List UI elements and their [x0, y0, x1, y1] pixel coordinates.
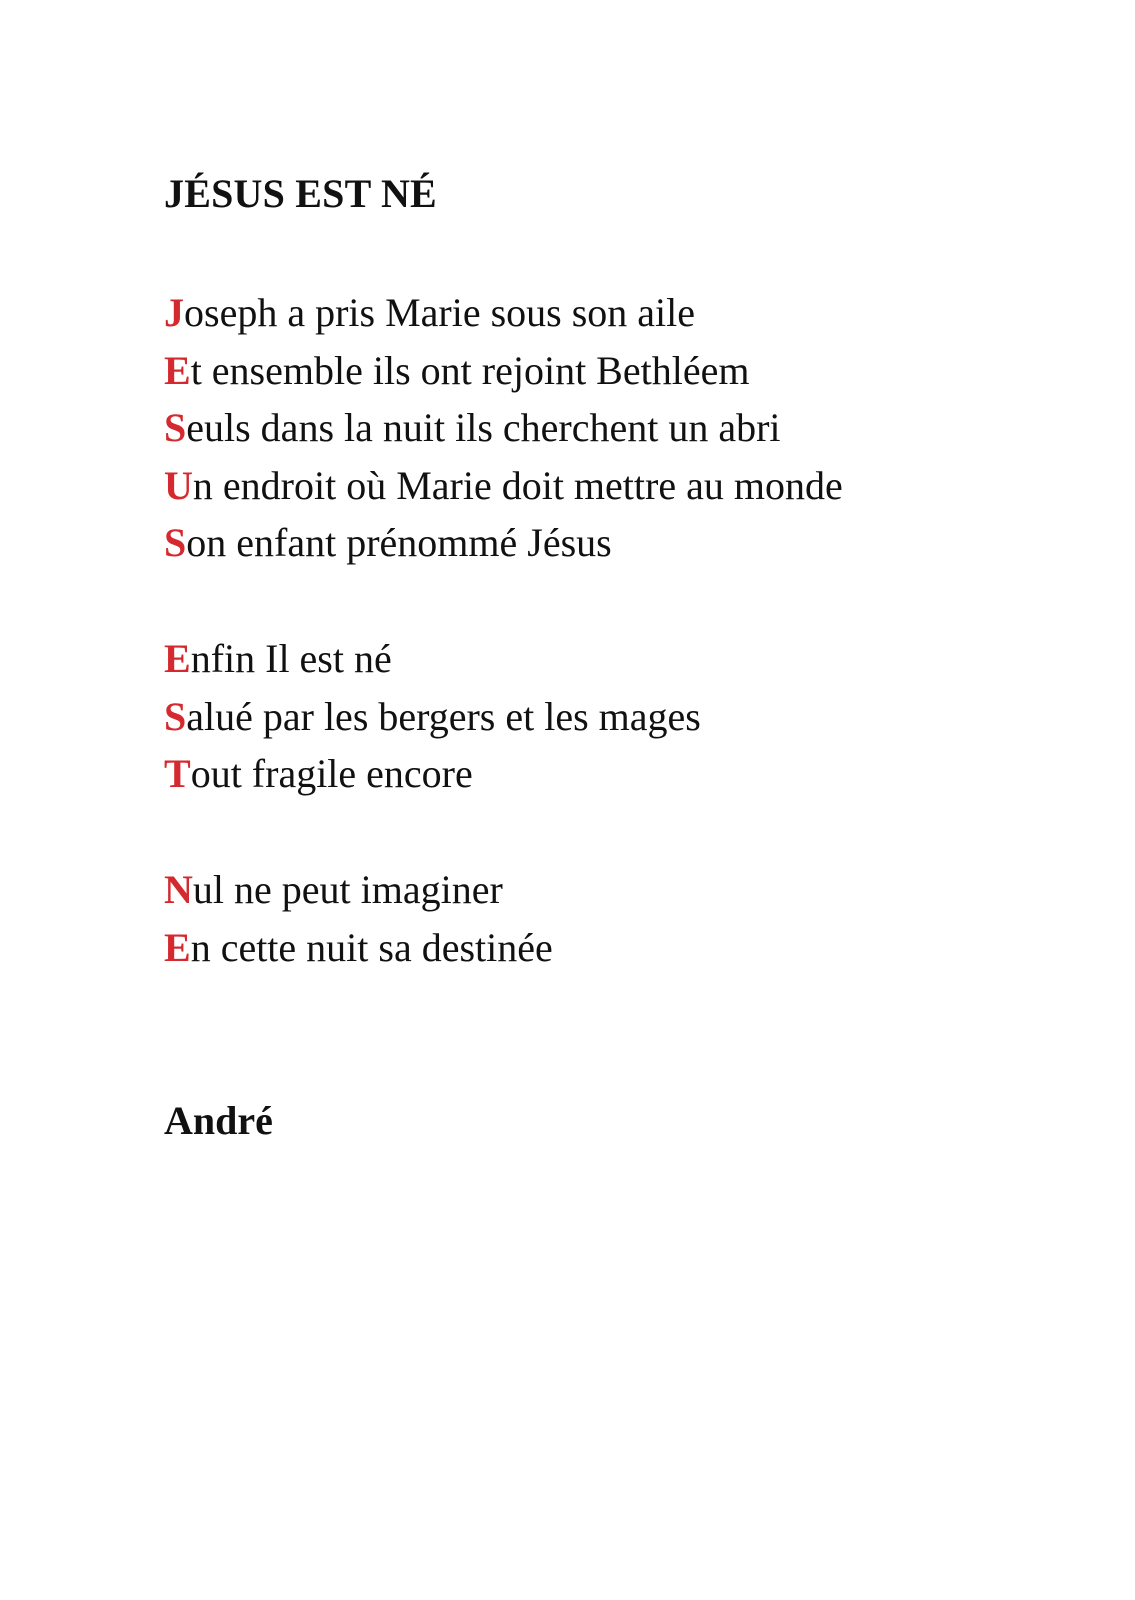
verse	[164, 399, 843, 457]
stanza-1	[164, 284, 843, 572]
verse	[164, 688, 701, 746]
verse-text: on enfant prénommé Jésus	[186, 520, 612, 565]
author-signature: André	[164, 1098, 273, 1143]
verse	[164, 342, 843, 400]
verse-text: n cette nuit sa destinée	[190, 924, 553, 970]
stanza-2	[164, 630, 701, 803]
verse	[164, 919, 553, 977]
acrostic-initial: J	[164, 290, 184, 335]
verse	[164, 861, 553, 919]
acrostic-initial: S	[164, 405, 187, 450]
verse-text: t ensemble ils ont rejoint Bethléem	[190, 347, 750, 393]
acrostic-initial: U	[164, 462, 193, 508]
verse-text: alué par les bergers et les mages	[186, 693, 701, 739]
verse-text: n endroit où Marie doit mettre au monde	[192, 462, 843, 508]
acrostic-initial: S	[164, 693, 187, 739]
verse-text: oseph a pris Marie sous son aile	[184, 290, 696, 335]
acrostic-initial: E	[164, 924, 191, 970]
verse-text: euls dans la nuit ils cherchent un abri	[186, 405, 781, 450]
verse	[164, 457, 843, 515]
verse-text: nfin Il est né	[190, 636, 392, 681]
acrostic-initial: T	[164, 751, 191, 796]
poem-title: JÉSUS EST NÉ	[164, 171, 437, 216]
acrostic-initial: S	[164, 520, 187, 565]
verse	[164, 745, 701, 803]
verse	[164, 514, 843, 572]
verse-text: ul ne peut imaginer	[192, 867, 503, 912]
verse-text: out fragile encore	[190, 751, 473, 796]
verse	[164, 284, 843, 342]
verse	[164, 630, 701, 688]
acrostic-initial: N	[164, 867, 193, 912]
stanza-3	[164, 861, 553, 976]
acrostic-initial: E	[164, 347, 191, 393]
acrostic-initial: E	[164, 636, 191, 681]
